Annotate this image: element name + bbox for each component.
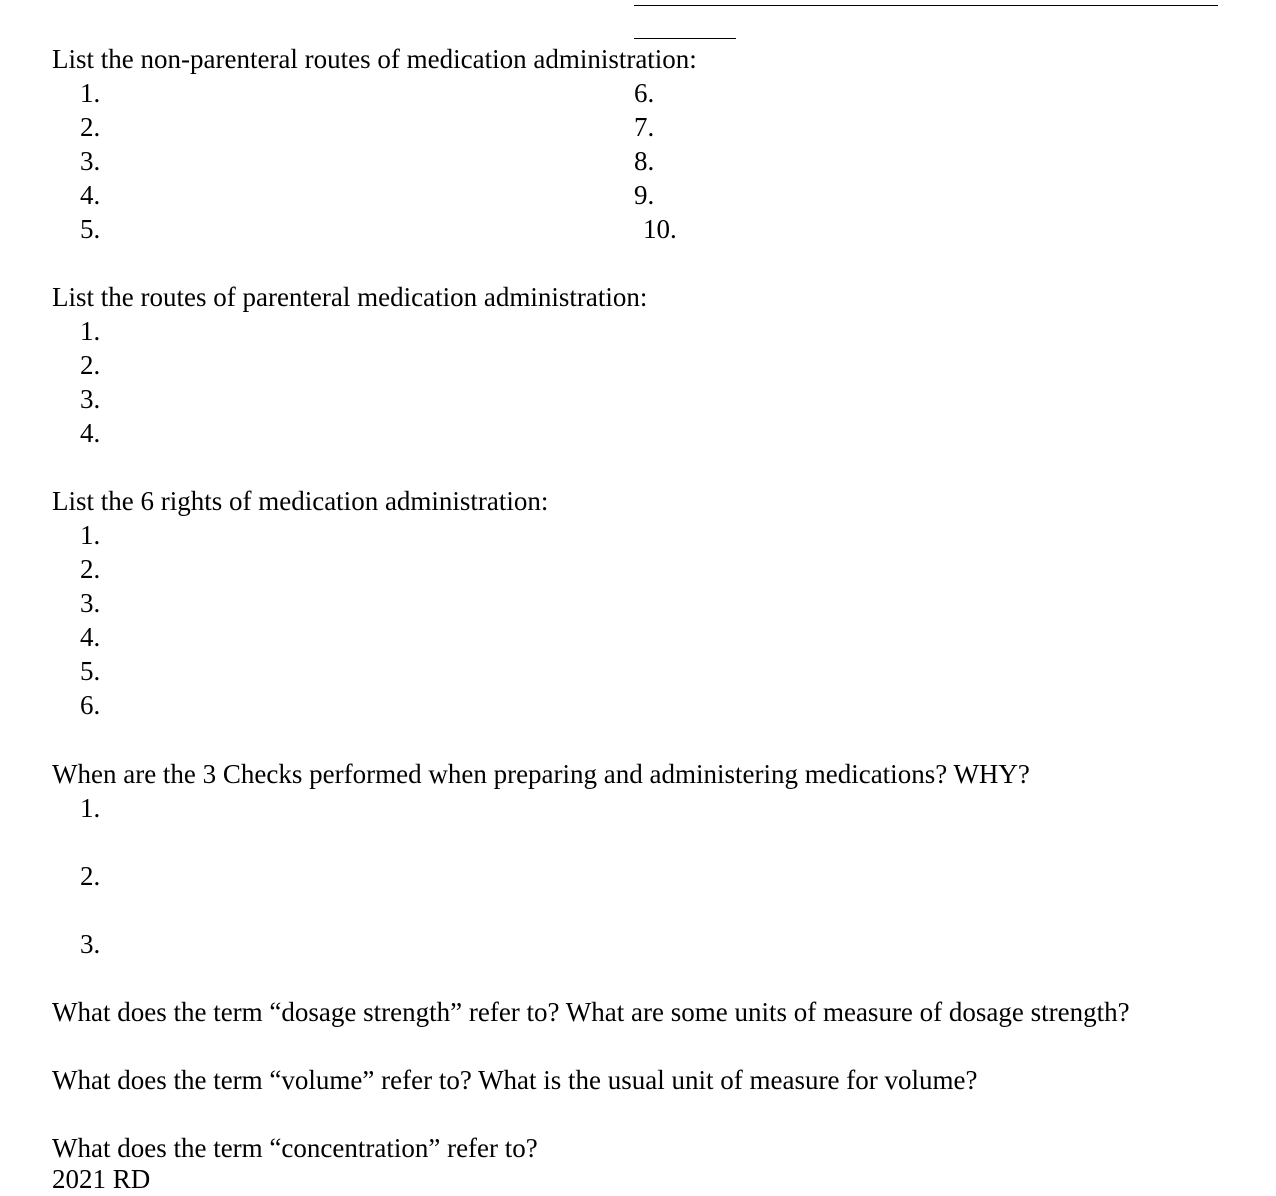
list-number: 8. [634,146,655,176]
answer-line-top-continued [634,38,736,39]
list-number: 4. [80,622,101,652]
list-number: 1. [80,78,101,108]
question-volume: What does the term “volume” refer to? What is the usual unit of measure for volume? [52,1065,978,1095]
list-number: 1. [80,793,101,823]
list-number: 1. [80,316,101,346]
question-non-parenteral-routes: List the non-parenteral routes of medication administration: [52,44,697,74]
question-concentration: What does the term “concentration” refer to? [52,1133,538,1163]
list-number: 3. [80,929,101,959]
question-dosage-strength: What does the term “dosage strength” refer to? What are some units of measure of dosage strength? [52,997,1130,1027]
question-six-rights: List the 6 rights of medication administration: [52,486,549,516]
question-parenteral-routes: List the routes of parenteral medication administration: [52,282,648,312]
answer-line-top [634,5,1218,6]
list-number: 3. [80,146,101,176]
list-number: 5. [80,656,101,686]
list-number: 4. [80,180,101,210]
list-number: 3. [80,384,101,414]
list-number: 5. [80,214,101,244]
question-three-checks: When are the 3 Checks performed when preparing and administering medications? WHY? [52,759,1030,789]
list-number: 2. [80,112,101,142]
list-number: 6. [634,78,655,108]
list-number: 1. [80,520,101,550]
list-number: 6. [80,690,101,720]
list-number: 10. [643,214,677,244]
list-number: 2. [80,554,101,584]
list-number: 2. [80,350,101,380]
list-number: 2. [80,861,101,891]
list-number: 7. [634,112,655,142]
list-number: 9. [634,180,655,210]
list-number: 4. [80,418,101,448]
page-footer: 2021 RD [52,1164,151,1194]
list-number: 3. [80,588,101,618]
